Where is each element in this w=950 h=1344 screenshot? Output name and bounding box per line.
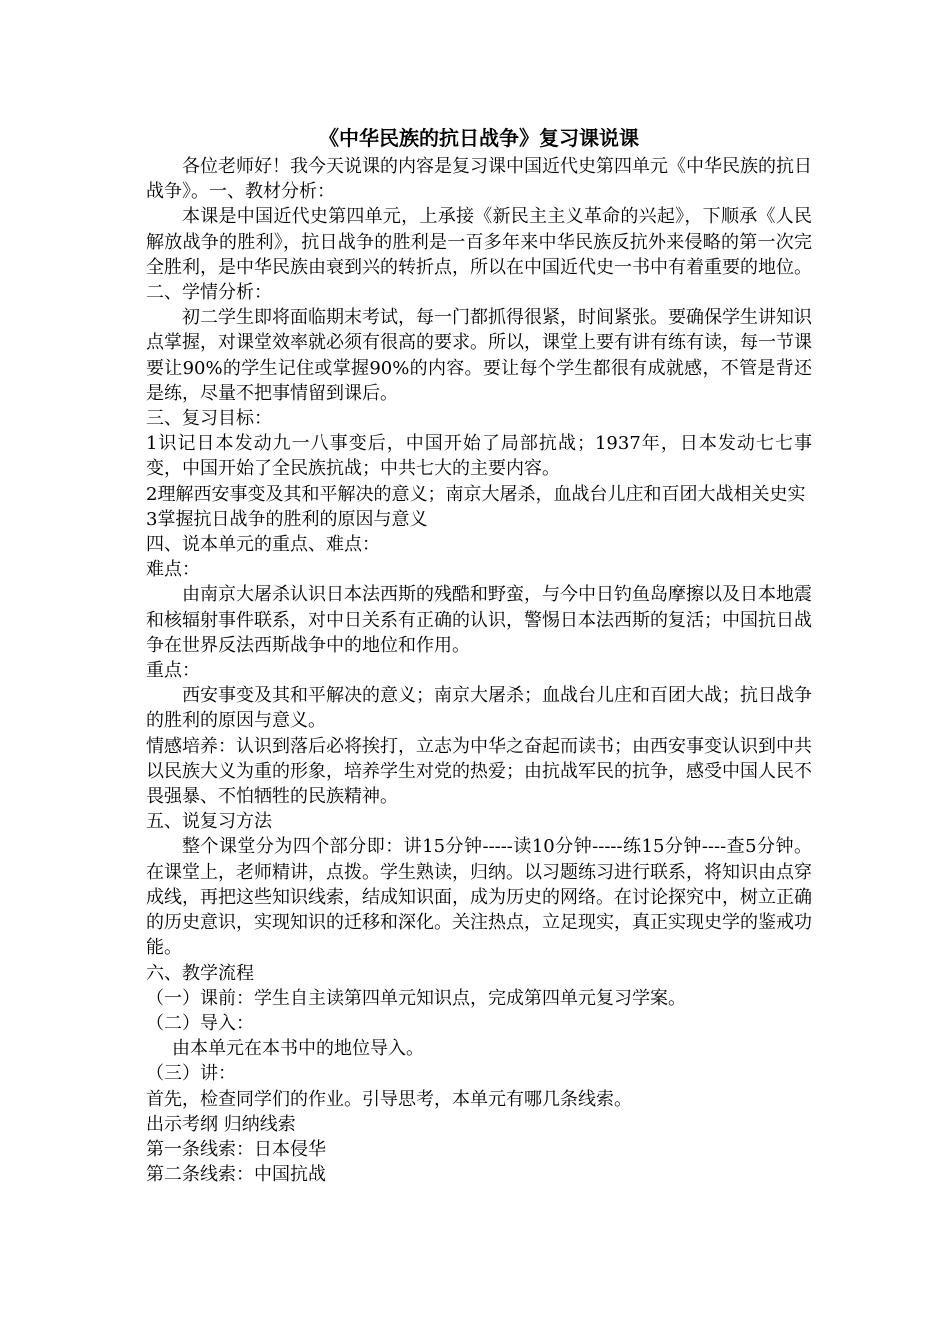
paragraph: 四、说本单元的重点、难点： [146, 534, 380, 556]
paragraph: 西安事变及其和平解决的意义；南京大屠杀；血战台儿庄和百团大战；抗日战争的胜利的原因与意义。 [146, 685, 812, 732]
document-page [146, 124, 812, 1187]
paragraph: 本课是中国近代史第四单元，上承接《新民主主义革命的兴起》，下顺承《人民解放战争的胜利》，抗日战争的胜利是一百多年来中华民族反抗外来侵略的第一次完全胜利，是中华民族由衰到兴的转折点，所以在中国近代史一书中有着重要的地位。 [146, 206, 812, 278]
paragraph: 难点： [146, 559, 200, 581]
paragraph: （三）讲： [146, 1063, 236, 1085]
paragraph: 2理解西安事变及其和平解决的意义；南京大屠杀，血战台儿庄和百团大战相关史实 [146, 483, 806, 505]
document-title: 《中华民族的抗日战争》复习课说课 [319, 126, 639, 150]
paragraph: 首先，检查同学们的作业。引导思考，本单元有哪几条线索。 [146, 1088, 632, 1110]
paragraph: 三、复习目标： [146, 408, 272, 430]
paragraph: 第一条线索：日本侵华 [146, 1138, 326, 1160]
paragraph: 初二学生即将面临期末考试，每一门都抓得很紧，时间紧张。要确保学生讲知识点掌握，对课堂效率就必须有很高的要求。所以，课堂上要有讲有练有读，每一节课要让90%的学生记住或掌握90%的内容。要让每个学生都很有成就感，不管是背还是练，尽量不把事情留到课后。 [146, 307, 812, 404]
paragraph: 由本单元在本书中的地位导入。 [172, 1038, 424, 1060]
paragraph: （二）导入： [146, 1012, 254, 1034]
paragraph: 第二条线索：中国抗战 [146, 1164, 326, 1186]
paragraph: （一）课前：学生自主读第四单元知识点，完成第四单元复习学案。 [146, 987, 686, 1009]
paragraph: 各位老师好！我今天说课的内容是复习课中国近代史第四单元《中华民族的抗日战争》。一、教材分析： [146, 156, 812, 203]
paragraph: 情感培养：认识到落后必将挨打，立志为中华之奋起而读书；由西安事变认识到中共以民族大义为重的形象，培养学生对党的热爱；由抗战军民的抗争，感受中国人民不畏强暴、不怕牺牲的民族精神。 [146, 735, 812, 808]
paragraph: 六、教学流程 [146, 962, 254, 984]
paragraph: 重点： [146, 660, 200, 682]
paragraph: 3掌握抗日战争的胜利的原因与意义 [146, 508, 428, 530]
paragraph: 出示考纲 归纳线索 [146, 1113, 296, 1135]
paragraph: 五、说复习方法 [146, 811, 272, 833]
paragraph: 由南京大屠杀认识日本法西斯的残酷和野蛮，与今中日钓鱼岛摩擦以及日本地震和核辐射事件联系，对中日关系有正确的认识，警惕日本法西斯的复活；中国抗日战争在世界反法西斯战争中的地位和作用。 [146, 584, 812, 656]
paragraph: 二、学情分析： [146, 282, 272, 304]
paragraph: 整个课堂分为四个部分即：讲15分钟-----读10分钟-----练15分钟----查5分钟。在课堂上，老师精讲，点拨。学生熟读，归纳。以习题练习进行联系，将知识由点穿成线，再把这些知识线索，结成知识面，成为历史的网络。在讨论探究中，树立正确的历史意识，实现知识的迁移和深化。关注热点，立足现实，真正实现史学的鉴戒功能。 [146, 836, 812, 959]
paragraph: 1识记日本发动九一八事变后，中国开始了局部抗战；1937年，日本发动七七事变，中国开始了全民族抗战；中共七大的主要内容。 [146, 433, 812, 480]
document-body [146, 154, 812, 1187]
